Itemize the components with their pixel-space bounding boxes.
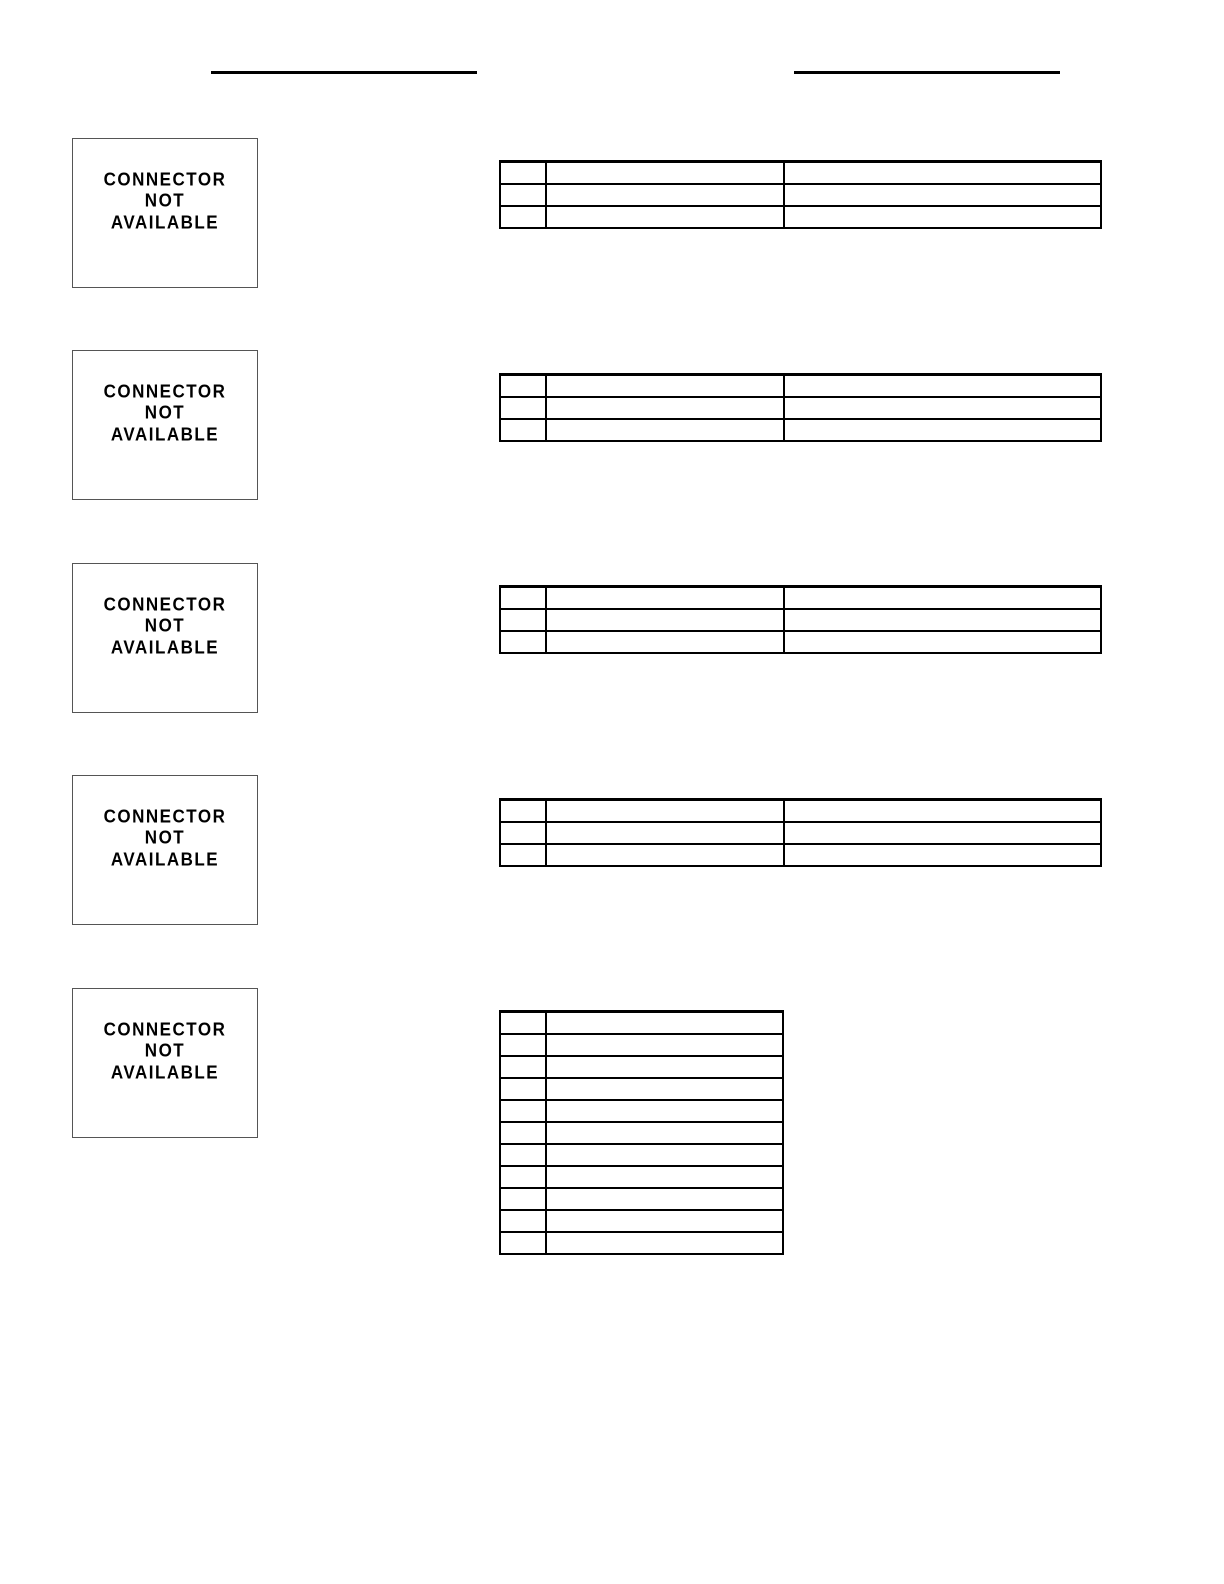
- table-row: [500, 800, 1101, 823]
- table-row: [500, 1166, 783, 1188]
- function-cell: [784, 375, 1101, 398]
- cavity-cell: [500, 206, 546, 228]
- table-row: [500, 587, 1101, 610]
- placeholder-line-2: NOT: [144, 1040, 186, 1061]
- header-rule-left: [211, 71, 477, 74]
- cavity-cell: [500, 822, 546, 844]
- function-cell: [784, 609, 1101, 631]
- pin-table: [499, 160, 1102, 229]
- function-cell: [784, 419, 1101, 441]
- cavity-cell: [500, 1078, 546, 1100]
- cavity-cell: [500, 844, 546, 866]
- placeholder-line-1: CONNECTOR: [103, 168, 227, 190]
- table-row: [500, 419, 1101, 441]
- function-cell: [784, 184, 1101, 206]
- cavity-cell: [500, 1122, 546, 1144]
- table-row: [500, 1188, 783, 1210]
- circuit-cell: [546, 1034, 783, 1056]
- placeholder-text: [104, 806, 227, 871]
- function-cell: [784, 162, 1101, 185]
- placeholder-text: [104, 1019, 227, 1084]
- connector-image-placeholder: [72, 138, 258, 288]
- circuit-cell: [546, 1210, 783, 1232]
- table-row: [500, 1034, 783, 1056]
- connector-image-placeholder: [72, 563, 258, 713]
- circuit-cell: [546, 375, 784, 398]
- cavity-cell: [500, 397, 546, 419]
- placeholder-line-3: AVAILABLE: [110, 636, 220, 658]
- cavity-cell: [500, 162, 546, 185]
- function-cell: [784, 397, 1101, 419]
- function-cell: [784, 800, 1101, 823]
- placeholder-text: [104, 594, 227, 659]
- connector-image-placeholder: [72, 988, 258, 1138]
- cavity-cell: [500, 1034, 546, 1056]
- table-row: [500, 397, 1101, 419]
- cavity-cell: [500, 800, 546, 823]
- placeholder-line-1: CONNECTOR: [103, 593, 227, 615]
- table-row: [500, 1232, 783, 1254]
- circuit-cell: [546, 844, 784, 866]
- table-row: [500, 1078, 783, 1100]
- circuit-cell: [546, 1056, 783, 1078]
- table-row: [500, 162, 1101, 185]
- placeholder-line-2: NOT: [144, 827, 186, 848]
- cavity-cell: [500, 375, 546, 398]
- pin-table: [499, 1010, 784, 1255]
- connector-image-placeholder: [72, 775, 258, 925]
- cavity-cell: [500, 1100, 546, 1122]
- placeholder-line-3: AVAILABLE: [110, 423, 220, 445]
- placeholder-line-2: NOT: [144, 615, 186, 636]
- cavity-cell: [500, 1166, 546, 1188]
- cavity-cell: [500, 1056, 546, 1078]
- table-row: [500, 184, 1101, 206]
- connector-image-placeholder: [72, 350, 258, 500]
- circuit-cell: [546, 800, 784, 823]
- circuit-cell: [546, 1012, 783, 1035]
- placeholder-line-1: CONNECTOR: [103, 380, 227, 402]
- placeholder-line-2: NOT: [144, 190, 186, 211]
- circuit-cell: [546, 609, 784, 631]
- cavity-cell: [500, 587, 546, 610]
- circuit-cell: [546, 587, 784, 610]
- placeholder-line-1: CONNECTOR: [103, 805, 227, 827]
- circuit-cell: [546, 1166, 783, 1188]
- cavity-cell: [500, 1210, 546, 1232]
- cavity-cell: [500, 1144, 546, 1166]
- table-row: [500, 1056, 783, 1078]
- function-cell: [784, 844, 1101, 866]
- circuit-cell: [546, 1100, 783, 1122]
- circuit-cell: [546, 397, 784, 419]
- circuit-cell: [546, 1188, 783, 1210]
- cavity-cell: [500, 184, 546, 206]
- table-row: [500, 1210, 783, 1232]
- table-row: [500, 1100, 783, 1122]
- circuit-cell: [546, 419, 784, 441]
- circuit-cell: [546, 822, 784, 844]
- circuit-cell: [546, 1122, 783, 1144]
- table-row: [500, 822, 1101, 844]
- placeholder-line-2: NOT: [144, 402, 186, 423]
- table-row: [500, 206, 1101, 228]
- circuit-cell: [546, 1232, 783, 1254]
- placeholder-text: [104, 381, 227, 446]
- table-row: [500, 609, 1101, 631]
- circuit-cell: [546, 631, 784, 653]
- cavity-cell: [500, 1232, 546, 1254]
- table-row: [500, 375, 1101, 398]
- function-cell: [784, 631, 1101, 653]
- header-rule-right: [794, 71, 1060, 74]
- placeholder-line-3: AVAILABLE: [110, 1061, 220, 1083]
- cavity-cell: [500, 1012, 546, 1035]
- pin-table: [499, 373, 1102, 442]
- circuit-cell: [546, 1144, 783, 1166]
- placeholder-line-1: CONNECTOR: [103, 1018, 227, 1040]
- circuit-cell: [546, 184, 784, 206]
- placeholder-text: [104, 169, 227, 234]
- function-cell: [784, 206, 1101, 228]
- table-row: [500, 844, 1101, 866]
- cavity-cell: [500, 1188, 546, 1210]
- pin-table: [499, 585, 1102, 654]
- circuit-cell: [546, 162, 784, 185]
- table-row: [500, 1122, 783, 1144]
- placeholder-line-3: AVAILABLE: [110, 211, 220, 233]
- table-row: [500, 1012, 783, 1035]
- table-row: [500, 631, 1101, 653]
- pin-table: [499, 798, 1102, 867]
- cavity-cell: [500, 609, 546, 631]
- cavity-cell: [500, 631, 546, 653]
- function-cell: [784, 822, 1101, 844]
- circuit-cell: [546, 206, 784, 228]
- circuit-cell: [546, 1078, 783, 1100]
- placeholder-line-3: AVAILABLE: [110, 848, 220, 870]
- cavity-cell: [500, 419, 546, 441]
- function-cell: [784, 587, 1101, 610]
- table-row: [500, 1144, 783, 1166]
